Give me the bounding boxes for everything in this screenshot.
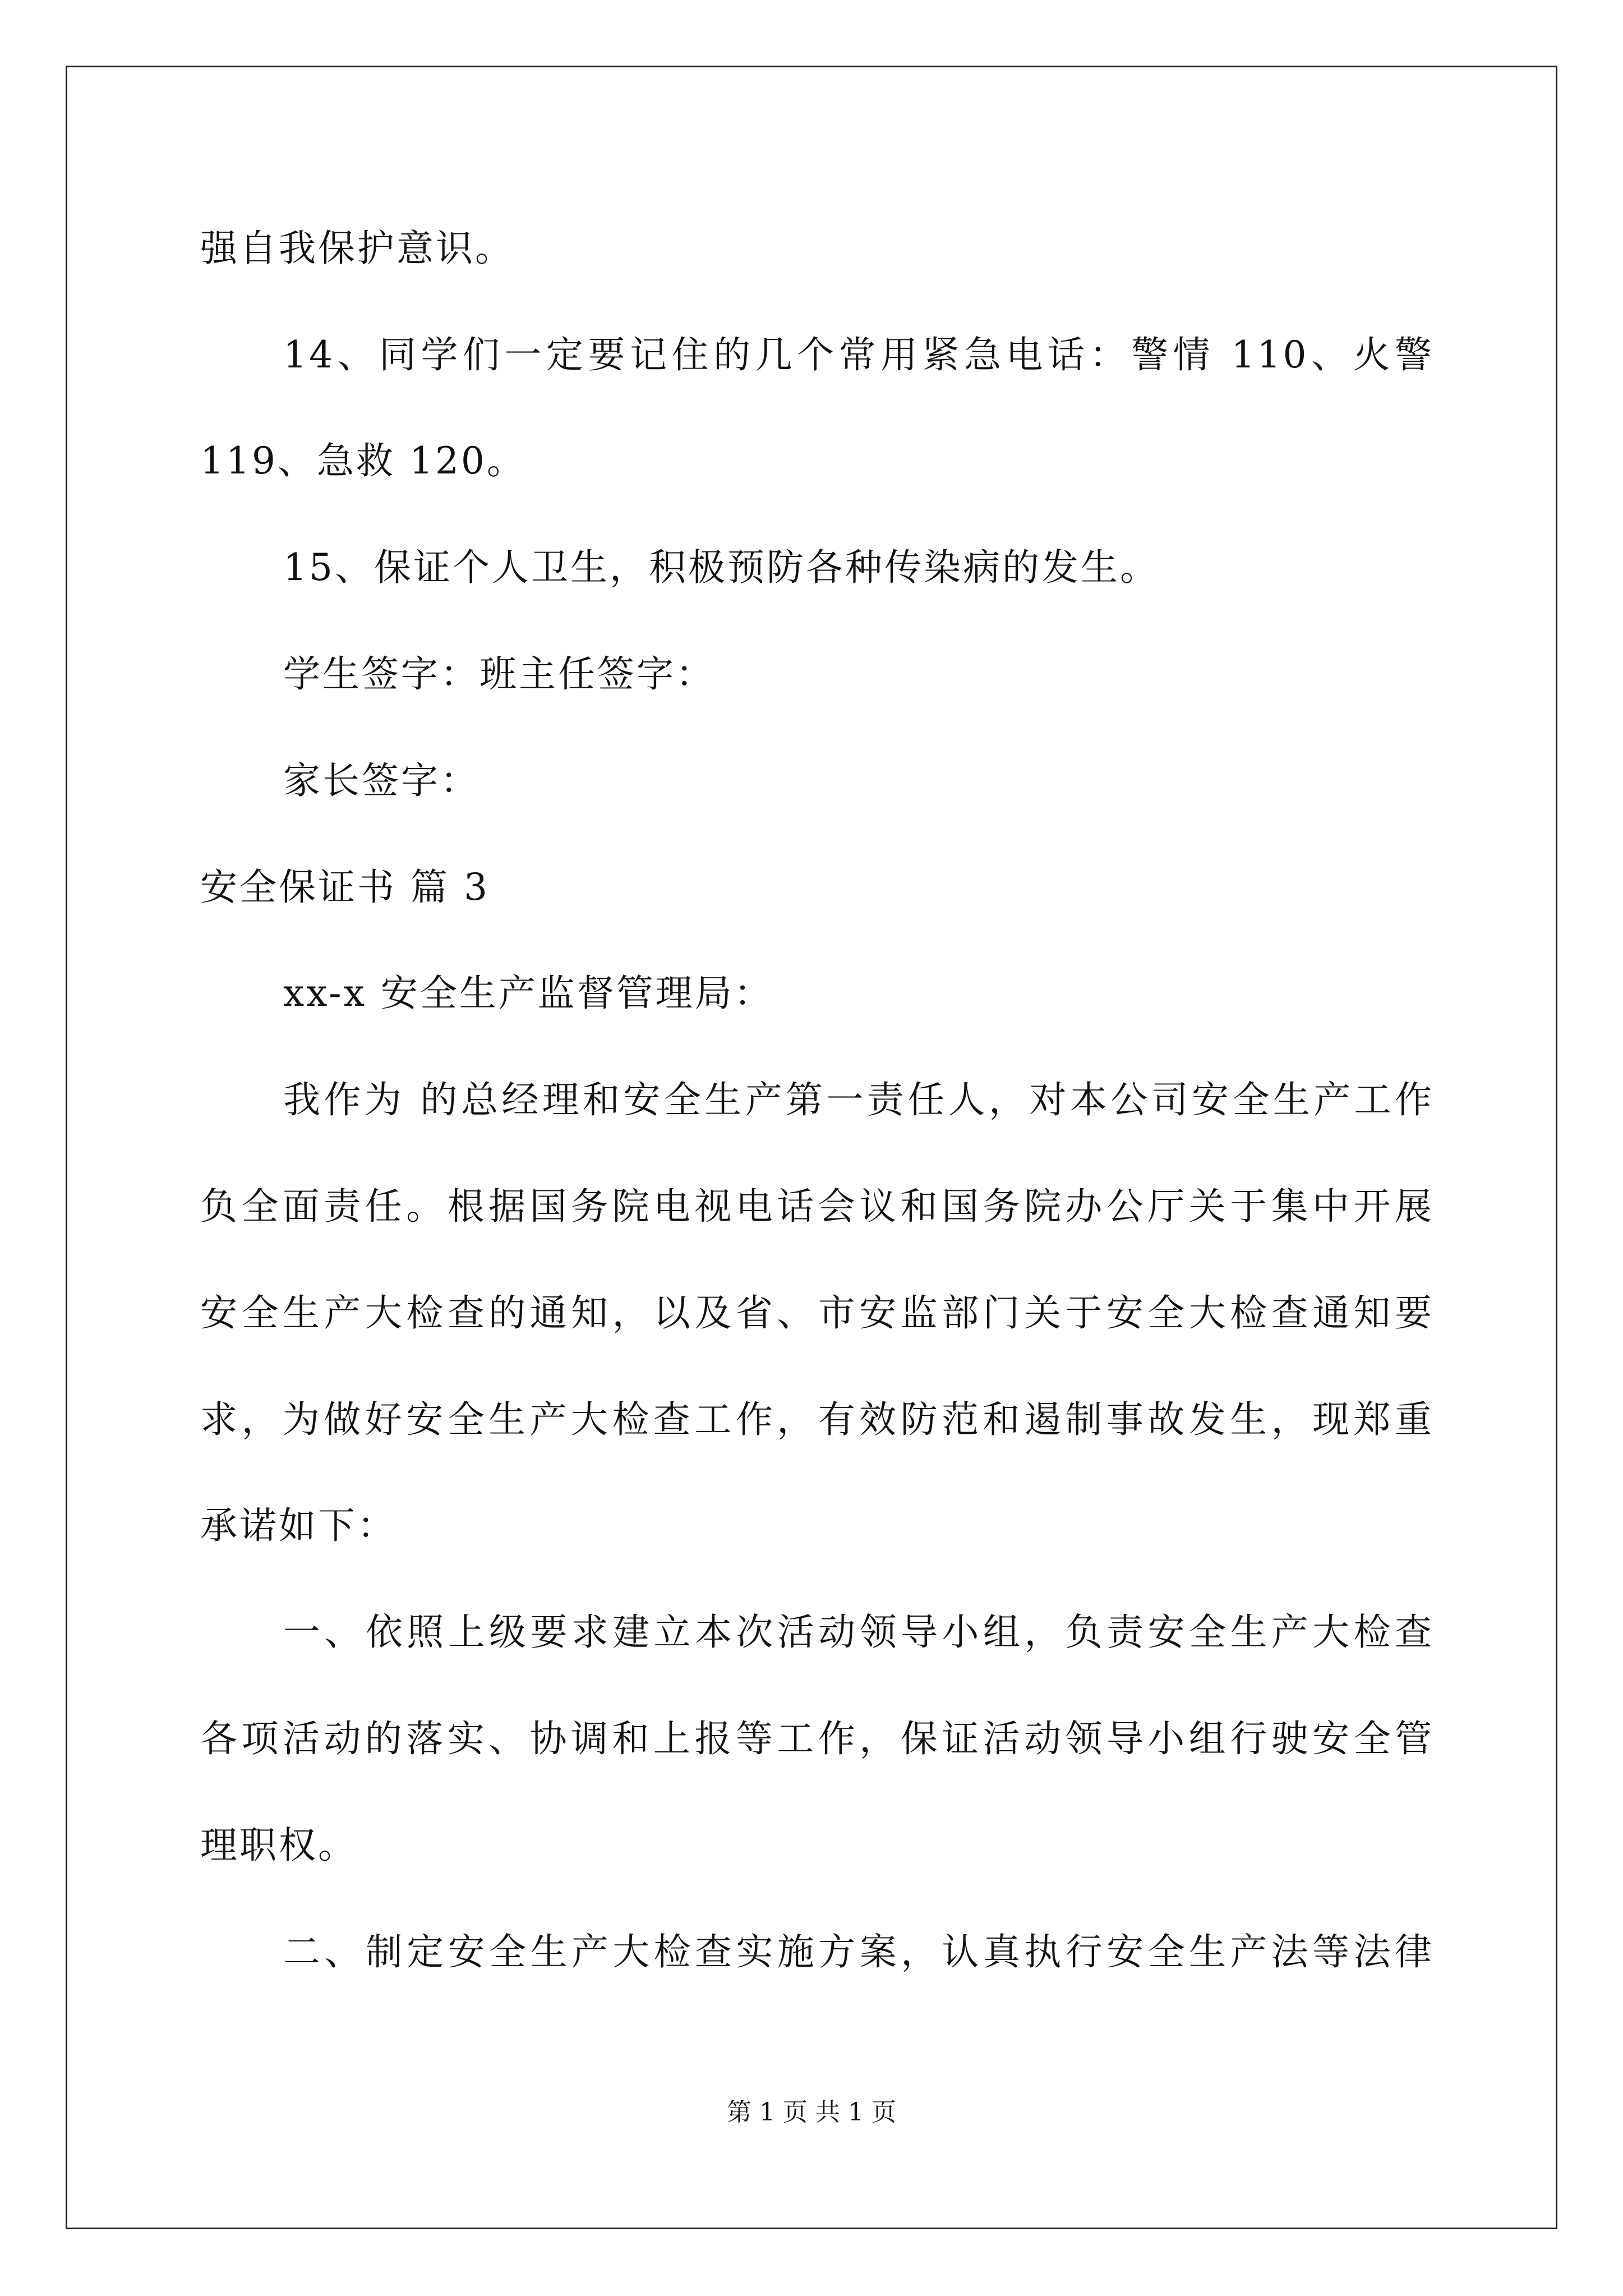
page-number: 第 1 页 共 1 页 [727, 2098, 896, 2127]
text-line: 家长签字： [283, 759, 479, 802]
text-line: 14、同学们一定要记住的几个常用紧急电话：警情 110、火警 [283, 333, 1434, 376]
section-heading: 安全保证书 篇 3 [200, 866, 490, 909]
text-line: xx-x 安全生产监督管理局： [283, 972, 773, 1015]
page-border [66, 66, 1557, 2229]
text-line: 15、保证个人卫生，积极预防各种传染病的发生。 [283, 546, 1159, 589]
text-line: 二、制定安全生产大检查实施方案，认真执行安全生产法等法律 [283, 1930, 1434, 1973]
text-line: 承诺如下： [200, 1504, 396, 1547]
text-line: 负全面责任。根据国务院电视电话会议和国务院办公厅关于集中开展 [200, 1185, 1434, 1228]
text-line: 强自我保护意识。 [200, 227, 514, 270]
text-line: 学生签字：班主任签字： [283, 652, 715, 696]
text-line: 理职权。 [200, 1824, 357, 1867]
text-line: 我作为 的总经理和安全生产第一责任人，对本公司安全生产工作 [283, 1078, 1434, 1121]
text-line: 一、依照上级要求建立本次活动领导小组，负责安全生产大检查 [283, 1611, 1434, 1654]
text-line: 119、急救 120。 [200, 439, 526, 482]
text-line: 安全生产大检查的通知，以及省、市安监部门关于安全大检查通知要 [200, 1291, 1434, 1335]
text-line: 各项活动的落实、协调和上报等工作，保证活动领导小组行驶安全管 [200, 1717, 1434, 1760]
text-line: 求，为做好安全生产大检查工作，有效防范和遏制事故发生，现郑重 [200, 1398, 1434, 1441]
